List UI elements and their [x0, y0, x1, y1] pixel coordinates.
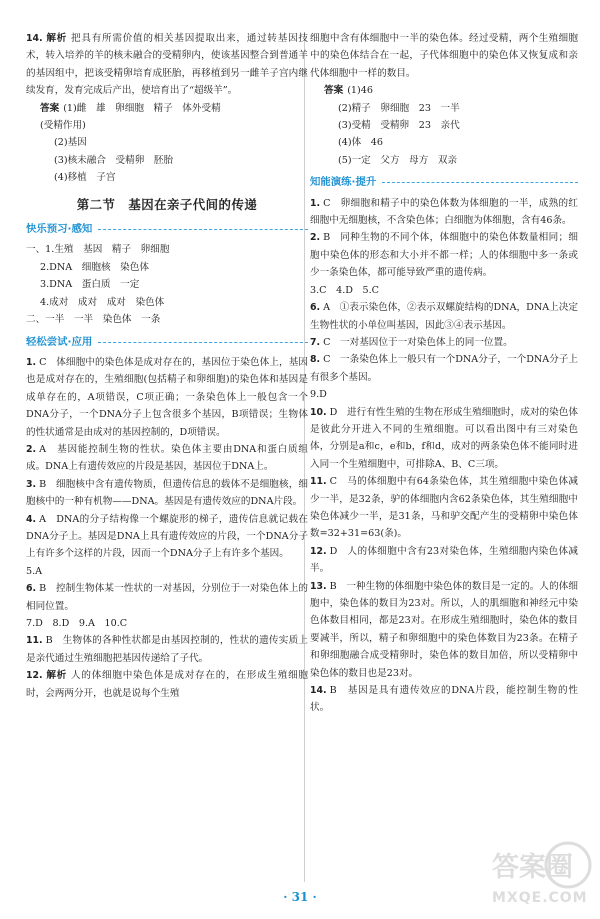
band-preview-label: 快乐预习·感知	[26, 223, 93, 236]
r11-number: 11.	[310, 476, 327, 488]
r1-text: C 卵细胞和精子中的染色体数为体细胞的一半，成熟的红细胞中无细胞核，不含染色体；白细胞为体细胞，含有46条。	[310, 197, 578, 227]
watermark-logo-icon	[488, 840, 592, 890]
q2-text: A 基因能控制生物的性状。染色体主要由DNA和蛋白质组成。DNA上有遗传效应的片段是基因，基因位于DNA上。	[26, 443, 308, 473]
q14-answer-label: 答案	[40, 102, 60, 114]
r6-number: 6.	[310, 302, 321, 314]
q12-analysis-label: 解析	[45, 670, 68, 682]
preview-line-2: 2.DNA 细胞核 染色体	[40, 261, 149, 273]
r3-5-item: 3.C 4.D 5.C	[310, 284, 380, 296]
r8-text: C 一条染色体上一般只有一个DNA分子，一个DNA分子上有很多个基因。	[310, 354, 578, 383]
r2-number: 2.	[310, 232, 321, 244]
r6-text: A ①表示染色体，②表示双螺旋结构的DNA，DNA上决定生物性状的小单位叫基因，因此③④表示基因。	[310, 302, 578, 331]
band-practice	[310, 174, 578, 191]
q12-answer-4: (4)体 46	[338, 137, 383, 149]
right-column	[310, 30, 578, 717]
q12-answer-label: 答案	[324, 85, 344, 97]
r8-item	[310, 351, 578, 386]
r10-text: D 进行有性生殖的生物在形成生殖细胞时，成对的染色体是彼此分开进入不同的生殖细胞。可以看出图中有三对染色体，分别是a和c，e和b，f和d，成对的两条染色体不能同时进入同一个生殖细胞中，可排除A、B、C三项。	[310, 406, 578, 470]
q12-text: 人的体细胞中染色体是成对存在的，在形成生殖细胞时，会两两分开，也就是说每个生殖	[26, 670, 309, 699]
band-dashed-line	[382, 182, 578, 183]
q4-left	[26, 511, 308, 563]
q1-left	[26, 354, 308, 441]
r12-item	[310, 543, 578, 578]
preview-line-4: 4.成对 成对 成对 染色体	[40, 296, 165, 308]
q6-left	[26, 580, 308, 615]
r13-item	[310, 578, 578, 682]
r1-number: 1.	[310, 197, 321, 209]
q11-number: 11.	[26, 635, 43, 647]
preview-line-5: 二、一半 一半 染色体 一条	[26, 314, 161, 326]
q12-number: 12.	[26, 670, 43, 682]
q4-number: 4.	[26, 513, 37, 525]
r11-item	[310, 473, 578, 543]
q12-answer-5: (5)一定 父方 母方 双亲	[338, 154, 458, 166]
r7-item	[310, 334, 578, 351]
r13-number: 13.	[310, 580, 327, 592]
r10-number: 10.	[310, 406, 327, 418]
q1-number: 1.	[26, 356, 37, 368]
q14-number: 14.	[26, 33, 43, 44]
r7-number: 7.	[310, 336, 321, 348]
preview-line-1: 一、1.生殖 基因 精子 卵细胞	[26, 244, 170, 256]
page-number: · 31 ·	[283, 890, 317, 904]
q7-10-left: 7.D 8.D 9.A 10.C	[26, 618, 128, 629]
q11-text: B 生物体的各种性状都是由基因控制的，性状的遗传实质上是亲代通过生殖细胞把基因传递给了子代。	[26, 635, 308, 664]
q2-left	[26, 441, 308, 476]
r7-text: C 一对基因位于一对染色体上的同一位置。	[323, 336, 513, 348]
r14-text: B 基因是具有遗传效应的DNA片段，能控制生物的性状。	[310, 685, 578, 714]
q14-answer-1b: (受精作用)	[40, 120, 86, 132]
q14-left	[26, 30, 308, 100]
q11-left	[26, 632, 308, 667]
r12-text: D 人的体细胞中含有23对染色体，生殖细胞内染色体减半。	[310, 545, 578, 575]
q14-answer-1: (1)雌 雄 卵细胞 精子 体外受精	[63, 102, 221, 114]
q12-left	[26, 667, 308, 702]
r13-text: B 一种生物的体细胞中染色体的数目是一定的。人的体细胞中，染色体的数目为23对。所以，人的肌细胞和神经元中染色体数目相同，都是23对。在形成生殖细胞时，染色体的数目要减半，所以，精子和卵细胞中的染色体数目为23条。在精子和卵细胞融合成受精卵时，染色体的数目加倍，所以受精卵中染色体的数目也是23对。	[310, 580, 578, 679]
q12-continued: 细胞中含有体细胞中一半的染色体。经过受精，两个生殖细胞中的染色体结合在一起，子代体细胞中的染色体又恢复成和亲代体细胞中一样的数目。	[310, 33, 578, 79]
band-preview	[26, 221, 308, 238]
r10-item	[310, 404, 578, 474]
q12-answer-1: (1)46	[347, 85, 373, 97]
r2-item	[310, 229, 578, 281]
q14-answer-4: (4)移植 子宫	[54, 172, 116, 184]
q4-text: A DNA的分子结构像一个螺旋形的梯子，遗传信息就记载在DNA分子上。基因是DNA上具有遗传效应的片段，一个DNA分子上有许多个这样的片段，因而一个DNA分子上有许多个基因。	[26, 513, 308, 560]
q14-answer	[26, 100, 308, 117]
left-column	[26, 30, 308, 702]
watermark	[486, 840, 594, 912]
band-try	[26, 334, 308, 351]
section-title: 第二节 基因在亲子代间的传递	[76, 196, 258, 212]
r11-text: C 马的体细胞中有64条染色体，其生殖细胞中染色体减少一半，是32条，驴的体细胞内含62条染色体，其生殖细胞中染色体减少一半，是31条，马和驴交配产生的受精卵中染色体数=32+31=63(条)。	[310, 476, 578, 540]
q14-analysis-label: 解析	[45, 33, 68, 44]
q6-text: B 控制生物体某一性状的一对基因，分别位于一对染色体上的相同位置。	[26, 583, 308, 612]
band-try-label: 轻松尝试·应用	[26, 335, 93, 348]
band-dashed-line	[98, 342, 308, 343]
r6-item	[310, 299, 578, 334]
r12-number: 12.	[310, 545, 327, 557]
r2-text: B 同种生物的不同个体，体细胞中的染色体数量相同；细胞中染色体的形态和大小并不都一样；人的体细胞中多一条或少一条染色体，都可能导致严重的遗传病。	[310, 232, 578, 279]
r1-item	[310, 195, 578, 230]
q14-analysis-text: 把具有所需价值的相关基因提取出来，通过转基因技术，转入培养的羊的核未融合的受精卵内，使该基因整合到普通羊的基因组中，把该受精卵培育成胚胎，再移植到另一雌羊子宫内继续发育，发育完成后产出，使培育出了“超级羊”。	[26, 33, 309, 97]
q3-text: B 细胞核中含有遗传物质，但遗传信息的载体不是细胞核，细胞核中的一种有机物——DNA。基因是有遗传效应的DNA片段。	[26, 478, 308, 508]
q14-answer-2: (2)基因	[54, 137, 87, 149]
q2-number: 2.	[26, 443, 37, 455]
q5-left: 5.A	[26, 565, 43, 577]
q12-answer-3: (3)受精 受精卵 23 亲代	[338, 120, 460, 132]
preview-line-3: 3.DNA 蛋白质 一定	[40, 279, 140, 291]
q12-answer-2: (2)精子 卵细胞 23 一半	[338, 102, 460, 114]
watermark-logo-text: 答案圈	[492, 852, 573, 883]
r14-item	[310, 682, 578, 717]
q14-answer-3: (3)核未融合 受精卵 胚胎	[54, 154, 174, 166]
r8-number: 8.	[310, 354, 321, 366]
r9-item: 9.D	[310, 389, 327, 401]
q6-number: 6.	[26, 583, 37, 595]
q1-text: C 体细胞中的染色体是成对存在的，基因位于染色体上，基因也是成对存在的，生殖细胞(包括精子和卵细胞)的染色体和基因是成单存在的，A项错误，C项正确；一条染色体上一般包含一个DNA分子，一个DNA分子上包含很多个基因，B项错误；生物体的性状通常是由成对的基因控制的，D项错误。	[26, 356, 308, 438]
band-practice-label: 知能演练·提升	[310, 176, 377, 189]
q3-number: 3.	[26, 478, 37, 490]
watermark-url: MXQE.COM	[492, 890, 588, 906]
q12-answer	[310, 82, 578, 99]
q3-left	[26, 476, 308, 511]
r14-number: 14.	[310, 685, 327, 697]
band-dashed-line	[98, 229, 308, 230]
